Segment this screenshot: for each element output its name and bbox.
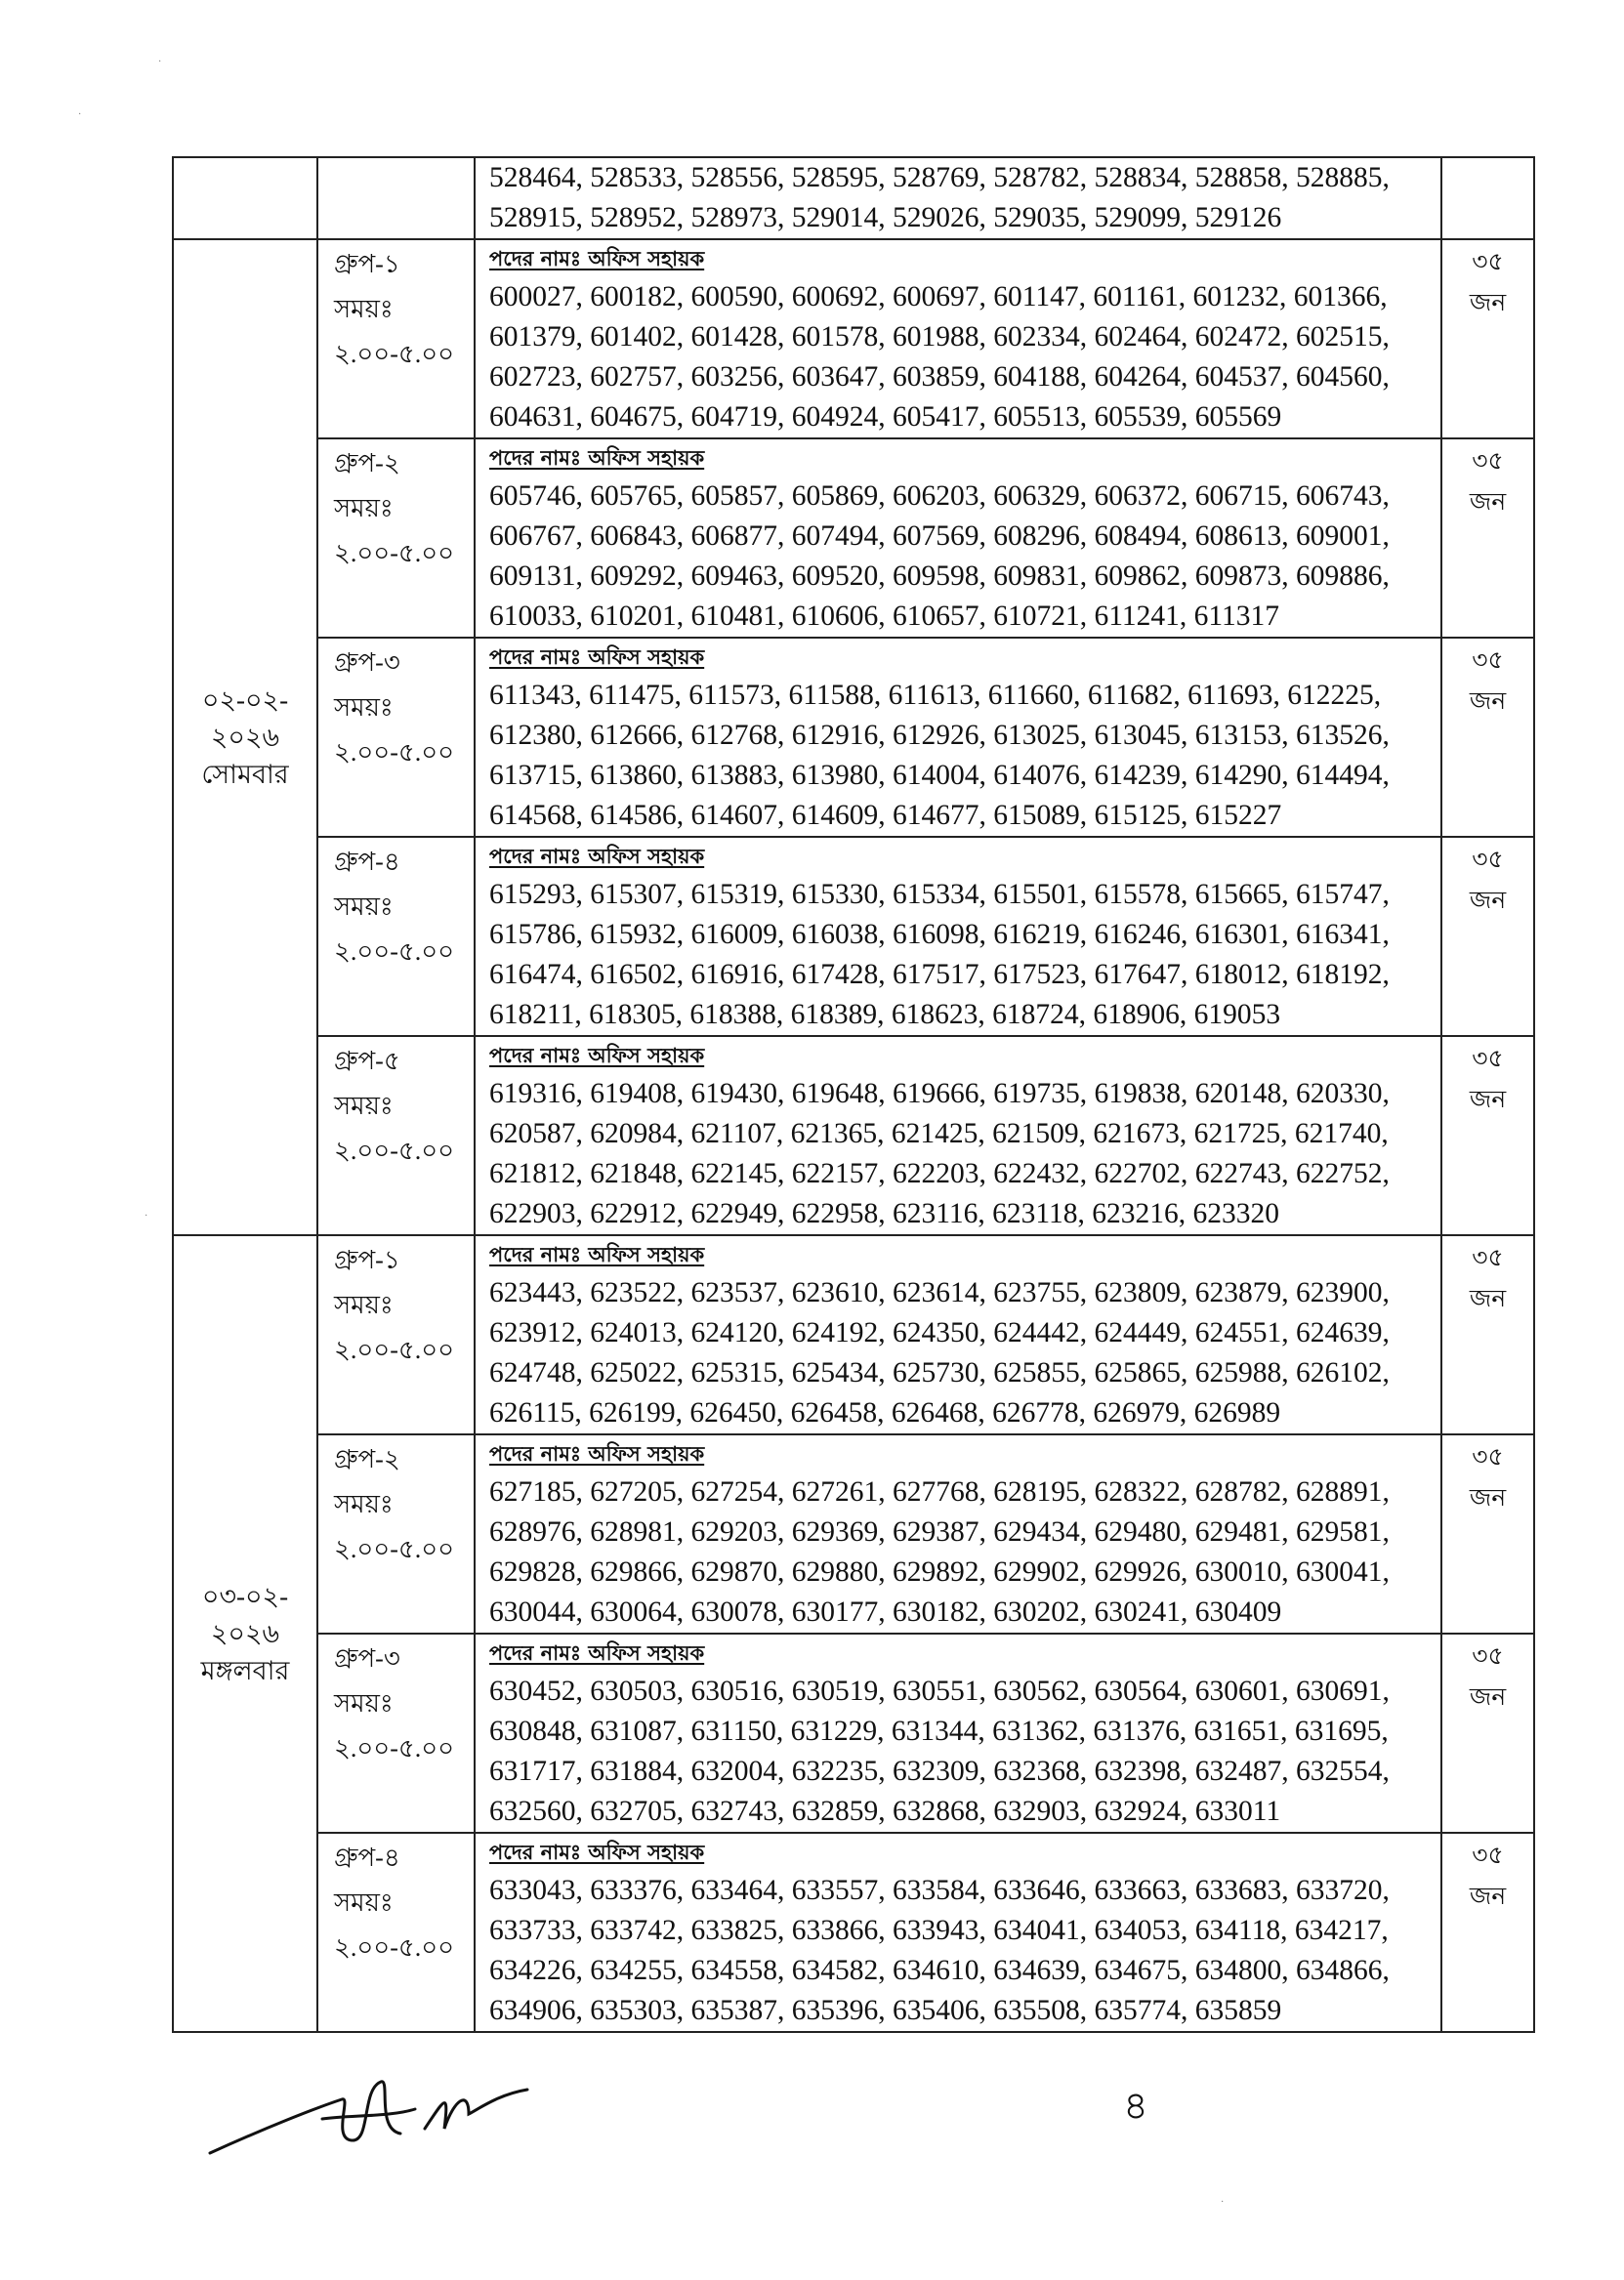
- candidate-count: ৩৫: [1472, 847, 1504, 873]
- group-row: [173, 1036, 1534, 1235]
- roll-number-list: 605746, 605765, 605857, 605869, 606203, 606329, 606372, 606715, 606743, 606767, 606843, 606877, 607494, 607569, 608296, 608494, 608613, 609001, 609131, 609292, 609463, 609520, 609598, 609831, 609862, 609873, 609886, 610033, 610201, 610481, 610606, 610657, 610721, 611241, 611317: [489, 480, 1390, 632]
- time-range: ২.০০-৫.০০: [334, 1535, 455, 1563]
- roll-numbers-cell: [475, 157, 1441, 239]
- group-name: গ্রুপ-৩: [334, 1644, 400, 1673]
- exam-date: ০৩-০২-: [201, 1582, 289, 1611]
- roll-number-list: 633043, 633376, 633464, 633557, 633584, 633646, 633663, 633683, 633720, 633733, 633742, 633825, 633866, 633943, 634041, 634053, 634118, 634217, 634226, 634255, 634558, 634582, 634610, 634639, 634675, 634800, 634866, 634906, 635303, 635387, 635396, 635406, 635508, 635774, 635859: [489, 1875, 1390, 2026]
- candidate-count: ৩৫: [1472, 1245, 1504, 1271]
- time-label: সময়ঃ: [334, 1092, 394, 1120]
- time-range: ২.০০-৫.০০: [334, 340, 455, 368]
- scan-speck: ·: [78, 109, 82, 120]
- candidate-count: ৩৫: [1472, 1843, 1504, 1869]
- post-name: পদের নামঃ অফিস সহায়ক: [489, 247, 705, 270]
- count-cell: [1441, 239, 1534, 438]
- roll-number-list: 623443, 623522, 623537, 623610, 623614, 623755, 623809, 623879, 623900, 623912, 624013, 624120, 624192, 624350, 624442, 624449, 624551, 624639, 624748, 625022, 625315, 625434, 625730, 625855, 625865, 625988, 626102, 626115, 626199, 626450, 626458, 626468, 626778, 626979, 626989: [489, 1277, 1390, 1429]
- count-unit: জন: [1469, 1884, 1507, 1910]
- roll-numbers-cell: [475, 1833, 1441, 2032]
- group-name: গ্রুপ-১: [334, 1246, 400, 1274]
- post-name: পদের নামঃ অফিস সহায়ক: [489, 1442, 705, 1466]
- group-row: [173, 1634, 1534, 1833]
- date-cell: [173, 239, 317, 1235]
- post-name: পদের নামঃ অফিস সহায়ক: [489, 1044, 705, 1067]
- time-range: ২.০০-৫.০০: [334, 937, 455, 966]
- count-unit: জন: [1469, 489, 1507, 516]
- group-cell: [317, 438, 475, 638]
- candidate-count: ৩৫: [1472, 249, 1504, 275]
- count-unit: জন: [1469, 1485, 1507, 1512]
- signature: [205, 2060, 557, 2168]
- time-range: ২.০০-৫.০০: [334, 1336, 455, 1364]
- time-range: ২.০০-৫.০০: [334, 1933, 455, 1962]
- group-cell: [317, 157, 475, 239]
- group-name: গ্রুপ-৪: [334, 848, 400, 876]
- continuation-row: [173, 157, 1534, 239]
- candidate-count: ৩৫: [1472, 1046, 1504, 1072]
- group-name: গ্রুপ-১: [334, 250, 400, 278]
- roll-numbers-cell: [475, 239, 1441, 438]
- candidate-count: ৩৫: [1472, 448, 1504, 475]
- roll-numbers-cell: [475, 1036, 1441, 1235]
- roll-number-list: 528464, 528533, 528556, 528595, 528769, 528782, 528834, 528858, 528885, 528915, 528952, 528973, 529014, 529026, 529035, 529099, 529126: [489, 162, 1390, 233]
- candidate-count: ৩৫: [1472, 1444, 1504, 1471]
- scan-speck: ·: [158, 57, 162, 67]
- roll-numbers-cell: [475, 1634, 1441, 1833]
- time-range: ২.০০-৫.০০: [334, 738, 455, 767]
- post-name: পদের নামঃ অফিস সহায়ক: [489, 1641, 705, 1665]
- count-cell: [1441, 438, 1534, 638]
- roll-number-list: 611343, 611475, 611573, 611588, 611613, 611660, 611682, 611693, 612225, 612380, 612666, 612768, 612916, 612926, 613025, 613045, 613153, 613526, 613715, 613860, 613883, 613980, 614004, 614076, 614239, 614290, 614494, 614568, 614586, 614607, 614609, 614677, 615089, 615125, 615227: [489, 680, 1390, 831]
- count-cell: [1441, 1434, 1534, 1634]
- group-row: [173, 239, 1534, 438]
- count-cell: [1441, 638, 1534, 837]
- time-label: সময়ঃ: [334, 693, 394, 722]
- group-name: গ্রুপ-২: [334, 449, 400, 477]
- post-name: পদের নামঃ অফিস সহায়ক: [489, 446, 705, 470]
- time-label: সময়ঃ: [334, 892, 394, 921]
- roll-number-list: 615293, 615307, 615319, 615330, 615334, 615501, 615578, 615665, 615747, 615786, 615932, 616009, 616038, 616098, 616219, 616246, 616301, 616341, 616474, 616502, 616916, 617428, 617517, 617523, 617647, 618012, 618192, 618211, 618305, 618388, 618389, 618623, 618724, 618906, 619053: [489, 879, 1390, 1030]
- group-cell: [317, 1235, 475, 1434]
- page-mark: ৪: [1123, 2084, 1148, 2128]
- time-label: সময়ঃ: [334, 295, 394, 323]
- time-label: সময়ঃ: [334, 494, 394, 522]
- count-cell: [1441, 1833, 1534, 2032]
- roll-numbers-cell: [475, 438, 1441, 638]
- roll-numbers-cell: [475, 1235, 1441, 1434]
- candidate-count: ৩৫: [1472, 647, 1504, 674]
- count-cell: [1441, 1235, 1534, 1434]
- roll-numbers-cell: [475, 1434, 1441, 1634]
- group-cell: [317, 1634, 475, 1833]
- count-cell: [1441, 1036, 1534, 1235]
- date-cell: [173, 1235, 317, 2032]
- count-cell: [1441, 837, 1534, 1036]
- count-unit: জন: [1469, 290, 1507, 316]
- exam-schedule-table: [172, 156, 1535, 2033]
- count-cell: [1441, 157, 1534, 239]
- group-row: [173, 1235, 1534, 1434]
- group-row: [173, 1833, 1534, 2032]
- group-cell: [317, 638, 475, 837]
- group-name: গ্রুপ-২: [334, 1445, 400, 1473]
- time-label: সময়ঃ: [334, 1490, 394, 1518]
- group-row: [173, 837, 1534, 1036]
- roll-numbers-cell: [475, 837, 1441, 1036]
- count-unit: জন: [1469, 1684, 1507, 1711]
- exam-date: ০২-০২-: [201, 685, 289, 715]
- count-unit: জন: [1469, 888, 1507, 914]
- time-range: ২.০০-৫.০০: [334, 1734, 455, 1762]
- count-unit: জন: [1469, 1286, 1507, 1312]
- group-name: গ্রুপ-৪: [334, 1844, 400, 1872]
- group-row: [173, 1434, 1534, 1634]
- post-name: পদের নামঃ অফিস সহায়ক: [489, 645, 705, 669]
- group-cell: [317, 1833, 475, 2032]
- roll-number-list: 600027, 600182, 600590, 600692, 600697, 601147, 601161, 601232, 601366, 601379, 601402, 601428, 601578, 601988, 602334, 602464, 602472, 602515, 602723, 602757, 603256, 603647, 603859, 604188, 604264, 604537, 604560, 604631, 604675, 604719, 604924, 605417, 605513, 605539, 605569: [489, 281, 1390, 433]
- post-name: পদের নামঃ অফিস সহায়ক: [489, 1243, 705, 1266]
- roll-number-list: 627185, 627205, 627254, 627261, 627768, 628195, 628322, 628782, 628891, 628976, 628981, 629203, 629369, 629387, 629434, 629480, 629481, 629581, 629828, 629866, 629870, 629880, 629892, 629902, 629926, 630010, 630041, 630044, 630064, 630078, 630177, 630182, 630202, 630241, 630409: [489, 1476, 1390, 1628]
- count-unit: জন: [1469, 1087, 1507, 1113]
- group-row: [173, 638, 1534, 837]
- count-unit: জন: [1469, 688, 1507, 715]
- group-cell: [317, 1434, 475, 1634]
- time-range: ২.০০-৫.০০: [334, 1137, 455, 1165]
- date-cell: [173, 157, 317, 239]
- roll-number-list: 619316, 619408, 619430, 619648, 619666, 619735, 619838, 620148, 620330, 620587, 620984, 621107, 621365, 621425, 621509, 621673, 621725, 621740, 621812, 621848, 622145, 622157, 622203, 622432, 622702, 622743, 622752, 622903, 622912, 622949, 622958, 623116, 623118, 623216, 623320: [489, 1078, 1390, 1229]
- exam-year: ২০২৬: [210, 1619, 280, 1648]
- time-label: সময়ঃ: [334, 1689, 394, 1718]
- group-cell: [317, 239, 475, 438]
- group-name: গ্রুপ-৩: [334, 648, 400, 677]
- roll-numbers-cell: [475, 638, 1441, 837]
- post-name: পদের নামঃ অফিস সহায়ক: [489, 1841, 705, 1864]
- exam-year: ২০২৬: [210, 723, 280, 752]
- group-cell: [317, 1036, 475, 1235]
- exam-weekday: মঙ্গলবার: [200, 1656, 290, 1685]
- group-name: গ্রুপ-৫: [334, 1047, 400, 1075]
- group-row: [173, 438, 1534, 638]
- scan-speck: ·: [145, 1211, 148, 1222]
- roll-number-list: 630452, 630503, 630516, 630519, 630551, 630562, 630564, 630601, 630691, 630848, 631087, 631150, 631229, 631344, 631362, 631376, 631651, 631695, 631717, 631884, 632004, 632235, 632309, 632368, 632398, 632487, 632554, 632560, 632705, 632743, 632859, 632868, 632903, 632924, 633011: [489, 1676, 1390, 1827]
- count-cell: [1441, 1634, 1534, 1833]
- time-range: ২.০০-৫.০০: [334, 539, 455, 567]
- group-cell: [317, 837, 475, 1036]
- candidate-count: ৩৫: [1472, 1643, 1504, 1670]
- scan-speck: ·: [1221, 2197, 1225, 2208]
- time-label: সময়ঃ: [334, 1291, 394, 1319]
- exam-weekday: সোমবার: [201, 760, 289, 789]
- time-label: সময়ঃ: [334, 1888, 394, 1917]
- post-name: পদের নামঃ অফিস সহায়ক: [489, 845, 705, 868]
